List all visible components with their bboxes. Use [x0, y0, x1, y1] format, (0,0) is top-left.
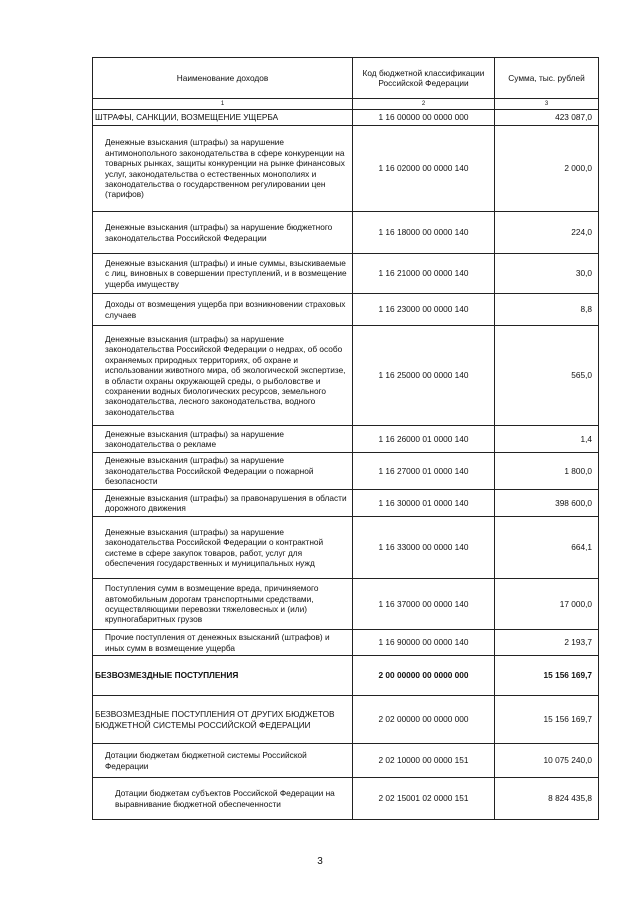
- row-amount: 2 193,7: [495, 630, 599, 656]
- row-budget-code: 1 16 30000 01 0000 140: [353, 490, 495, 517]
- row-amount: 565,0: [495, 326, 599, 426]
- table-row: [93, 326, 599, 426]
- row-budget-code: 2 02 10000 00 0000 151: [353, 744, 495, 778]
- row-budget-code: 1 16 26000 01 0000 140: [353, 426, 495, 453]
- row-name: Поступления сумм в возмещение вреда, причиняемого автомобильным дорогам транспортными средствами, осуществляющими перевозки тяжеловесных и (или) крупногабаритных грузов: [93, 579, 353, 630]
- row-name: БЕЗВОЗМЕЗДНЫЕ ПОСТУПЛЕНИЯ ОТ ДРУГИХ БЮДЖЕТОВ БЮДЖЕТНОЙ СИСТЕМЫ РОССИЙСКОЙ ФЕДЕРАЦИИ: [93, 696, 353, 744]
- header-amount: Сумма, тыс. рублей: [495, 58, 599, 99]
- row-name: Денежные взыскания (штрафы) за правонарушения в области дорожного движения: [93, 490, 353, 517]
- row-amount: 17 000,0: [495, 579, 599, 630]
- row-name: Денежные взыскания (штрафы) за нарушение законодательства Российской Федерации о пожарной безопасности: [93, 453, 353, 490]
- row-amount: 664,1: [495, 517, 599, 579]
- row-budget-code: 1 16 90000 00 0000 140: [353, 630, 495, 656]
- row-amount: 15 156 169,7: [495, 696, 599, 744]
- row-budget-code: 2 02 00000 00 0000 000: [353, 696, 495, 744]
- column-number: 1: [93, 99, 353, 110]
- row-name: Доходы от возмещения ущерба при возникновении страховых случаев: [93, 294, 353, 326]
- row-name: Прочие поступления от денежных взысканий (штрафов) и иных сумм в возмещение ущерба: [93, 630, 353, 656]
- table-row: [93, 630, 599, 656]
- row-budget-code: 1 16 00000 00 0000 000: [353, 110, 495, 126]
- row-budget-code: 1 16 23000 00 0000 140: [353, 294, 495, 326]
- table-header-row: [93, 58, 599, 99]
- table-row: [93, 490, 599, 517]
- row-budget-code: 1 16 25000 00 0000 140: [353, 326, 495, 426]
- row-amount: 1,4: [495, 426, 599, 453]
- row-name: Денежные взыскания (штрафы) и иные суммы, взыскиваемые с лиц, виновных в совершении преступлений, и в возмещение ущерба имуществу: [93, 254, 353, 294]
- row-name: Денежные взыскания (штрафы) за нарушение законодательства Российской Федерации о контрактной системе в сфере закупок товаров, работ, услуг для обеспечения государственных и муниципальных нужд: [93, 517, 353, 579]
- row-amount: 398 600,0: [495, 490, 599, 517]
- table-row: [93, 212, 599, 254]
- row-amount: 423 087,0: [495, 110, 599, 126]
- row-name: БЕЗВОЗМЕЗДНЫЕ ПОСТУПЛЕНИЯ: [93, 656, 353, 696]
- row-amount: 10 075 240,0: [495, 744, 599, 778]
- row-name: Денежные взыскания (штрафы) за нарушение законодательства о рекламе: [93, 426, 353, 453]
- table-row: [93, 579, 599, 630]
- revenue-table: [92, 57, 599, 820]
- table-row: [93, 744, 599, 778]
- row-name: Дотации бюджетам бюджетной системы Российской Федерации: [93, 744, 353, 778]
- table-row: [93, 426, 599, 453]
- column-number-row: [93, 99, 599, 110]
- header-budget-code: Код бюджетной классификации Российской Федерации: [353, 58, 495, 99]
- table-row: [93, 453, 599, 490]
- row-name: Денежные взыскания (штрафы) за нарушение бюджетного законодательства Российской Федерации: [93, 212, 353, 254]
- header-revenue-name: Наименование доходов: [93, 58, 353, 99]
- table-row: [93, 656, 599, 696]
- row-amount: 30,0: [495, 254, 599, 294]
- row-budget-code: 1 16 02000 00 0000 140: [353, 126, 495, 212]
- table-row: [93, 517, 599, 579]
- column-number: 3: [495, 99, 599, 110]
- row-amount: 2 000,0: [495, 126, 599, 212]
- page-number: 3: [317, 856, 323, 867]
- row-name: ШТРАФЫ, САНКЦИИ, ВОЗМЕЩЕНИЕ УЩЕРБА: [93, 110, 353, 126]
- table-row: [93, 778, 599, 820]
- row-budget-code: 1 16 18000 00 0000 140: [353, 212, 495, 254]
- row-amount: 1 800,0: [495, 453, 599, 490]
- row-budget-code: 1 16 27000 01 0000 140: [353, 453, 495, 490]
- row-name: Денежные взыскания (штрафы) за нарушение антимонопольного законодательства в сфере конкуренции на товарных рынках, защиты конкуренции на рынке финансовых услуг, законодательства о естественных монополиях и законодательства о государственном регулировании цен (тарифов): [93, 126, 353, 212]
- row-name: Дотации бюджетам субъектов Российской Федерации на выравнивание бюджетной обеспеченности: [93, 778, 353, 820]
- row-budget-code: 1 16 33000 00 0000 140: [353, 517, 495, 579]
- table-row: [93, 110, 599, 126]
- row-budget-code: 1 16 21000 00 0000 140: [353, 254, 495, 294]
- table-body: [93, 110, 599, 820]
- row-budget-code: 2 02 15001 02 0000 151: [353, 778, 495, 820]
- row-amount: 8 824 435,8: [495, 778, 599, 820]
- column-number: 2: [353, 99, 495, 110]
- table-row: [93, 254, 599, 294]
- row-amount: 8,8: [495, 294, 599, 326]
- row-name: Денежные взыскания (штрафы) за нарушение законодательства Российской Федерации о недрах, об особо охраняемых природных территориях, об охране и использовании животного мира, об экологической экспертизе, в области охраны окружающей среды, о рыболовстве и сохранении водных биологических ресурсов, земельного законодательства, лесного законодательства, водного законодательства: [93, 326, 353, 426]
- row-amount: 15 156 169,7: [495, 656, 599, 696]
- table-row: [93, 294, 599, 326]
- row-budget-code: 1 16 37000 00 0000 140: [353, 579, 495, 630]
- table-row: [93, 126, 599, 212]
- row-amount: 224,0: [495, 212, 599, 254]
- row-budget-code: 2 00 00000 00 0000 000: [353, 656, 495, 696]
- table-row: [93, 696, 599, 744]
